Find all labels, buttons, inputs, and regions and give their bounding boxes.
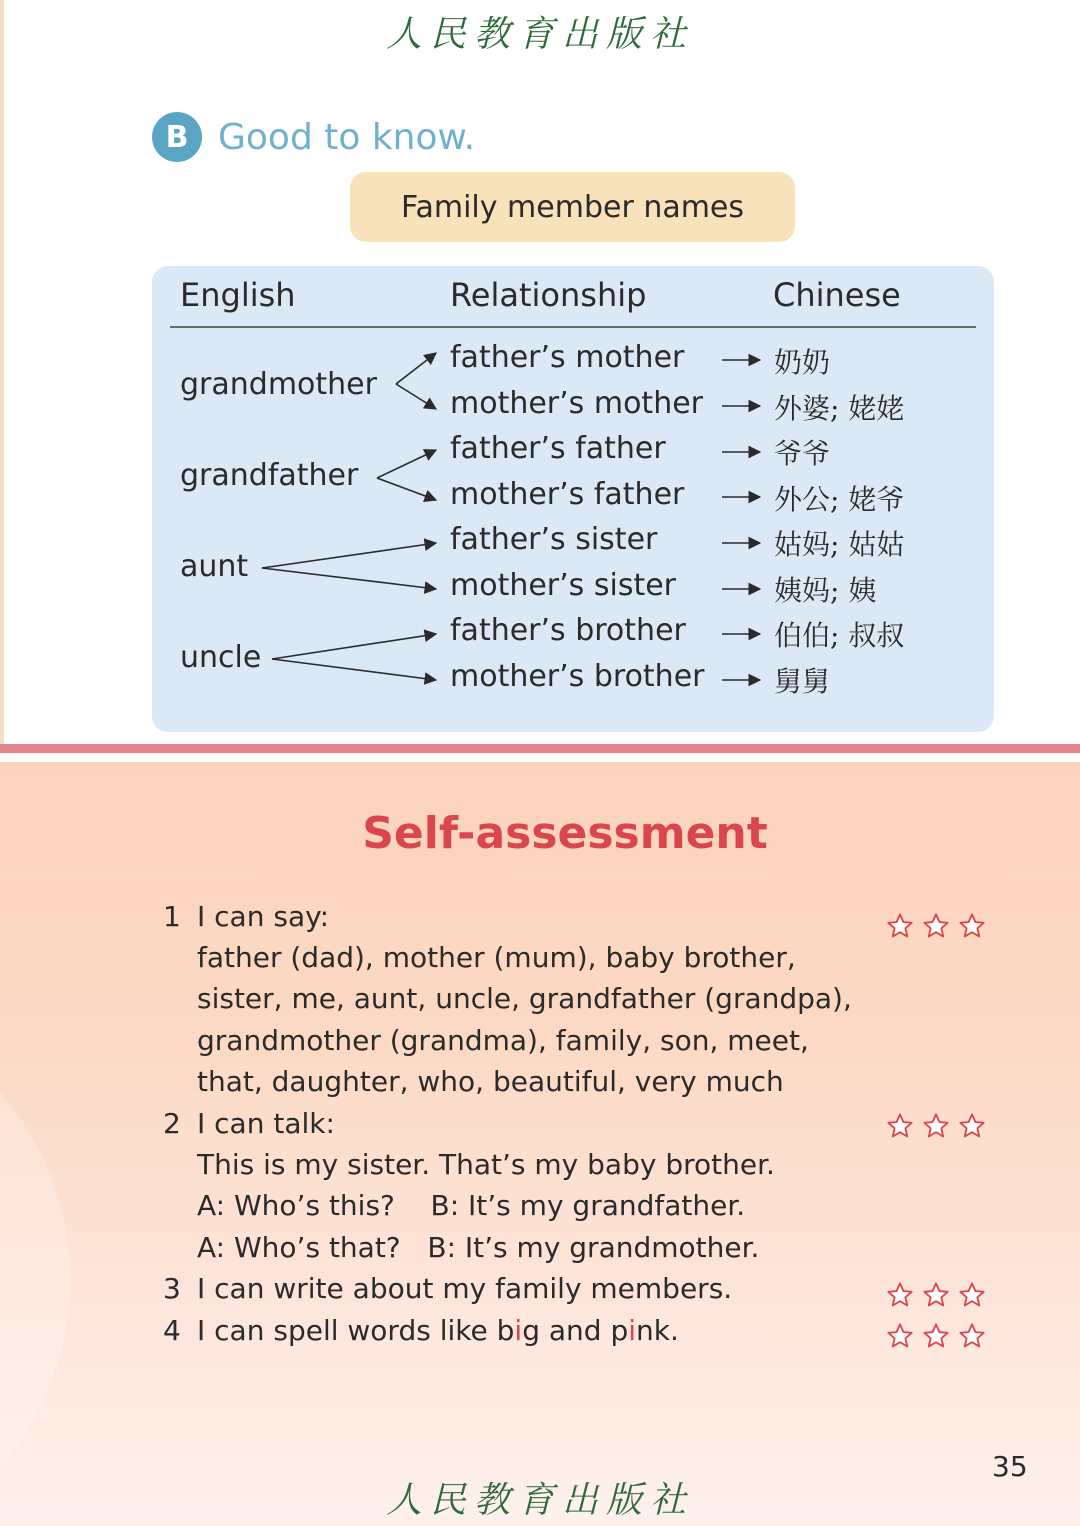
relationship-arrows [0,0,1080,760]
star-outline-icon[interactable] [958,1322,986,1350]
star-outline-icon[interactable] [886,912,914,940]
term-grandmother: grandmother [180,367,377,402]
relation-row: mother’s mother [450,386,703,421]
item-number: 1 [163,900,181,933]
relation-row: mother’s brother [450,659,705,694]
arrow-right-icon [262,568,436,589]
star-outline-icon[interactable] [958,1112,986,1140]
star-outline-icon[interactable] [922,1322,950,1350]
item-number: 3 [163,1272,181,1305]
item-line: sister, me, aunt, uncle, grandfather (grandpa), [197,982,852,1015]
relation-row: mother’s father [450,477,685,512]
item-line-spell [197,1314,679,1347]
item-line: I can write about my family members. [197,1272,733,1305]
relation-row: father’s brother [450,613,686,648]
chinese-term: 爷爷 [774,437,831,470]
star-outline-icon[interactable] [886,1281,914,1309]
publisher-watermark-top: 人民教育出版社 [385,14,694,55]
relation-row: father’s father [450,431,666,466]
star-rating[interactable] [886,1322,986,1350]
star-outline-icon[interactable] [886,1112,914,1140]
chinese-term: 奶奶 [774,346,831,379]
item-number: 4 [163,1314,181,1347]
term-aunt: aunt [180,549,249,584]
star-outline-icon[interactable] [922,1281,950,1309]
chinese-term: 伯伯; 叔叔 [774,619,905,652]
chinese-term: 外公; 姥爷 [774,483,905,516]
star-outline-icon[interactable] [958,1281,986,1309]
spell-text: g and p [522,1314,629,1347]
item-line: that, daughter, who, beautiful, very much [197,1065,784,1098]
star-outline-icon[interactable] [922,1112,950,1140]
item-number: 2 [163,1107,181,1140]
relation-row: father’s mother [450,340,685,375]
header-english: English [180,276,296,314]
star-outline-icon[interactable] [958,912,986,940]
chinese-term: 姑妈; 姑姑 [774,528,905,561]
star-outline-icon[interactable] [922,912,950,940]
item-line: I can say: [197,900,330,933]
spell-text: I can spell words like b [197,1314,515,1347]
spell-highlight: i [628,1314,636,1347]
publisher-watermark-bottom: 人民教育出版社 [385,1480,694,1521]
relation-row: father’s sister [450,522,658,557]
spell-highlight: i [514,1314,523,1347]
item-line: I can talk: [197,1107,335,1140]
item-line: A: Who’s this? B: It’s my grandfather. [197,1189,746,1222]
section-title: Good to know. [218,116,476,158]
arrow-right-icon [262,543,436,568]
item-line: grandmother (grandma), family, son, meet, [197,1024,809,1057]
header-relationship: Relationship [450,276,647,314]
chinese-term: 姨妈; 姨 [774,574,877,607]
chinese-term: 外婆; 姥姥 [774,392,905,425]
self-assessment-title: Self-assessment [362,808,768,859]
arrow-right-icon [396,384,436,409]
term-uncle: uncle [180,640,262,675]
spell-text: nk. [636,1314,679,1347]
arrow-right-icon [377,478,436,500]
star-rating[interactable] [886,912,986,940]
term-grandfather: grandfather [180,458,359,493]
star-rating[interactable] [886,1112,986,1140]
relation-row: mother’s sister [450,568,676,603]
self-assessment-background [0,762,1080,1526]
item-line: father (dad), mother (mum), baby brother, [197,941,796,974]
subtitle-pill: Family member names [350,172,795,242]
section-badge: B [152,112,202,162]
star-outline-icon[interactable] [886,1322,914,1350]
arrow-right-icon [377,450,436,478]
header-chinese: Chinese [773,276,901,314]
item-line: A: Who’s that? B: It’s my grandmother. [197,1231,760,1264]
page-number: 35 [992,1450,1028,1483]
arrow-right-icon [272,634,436,659]
chinese-term: 舅舅 [774,665,831,698]
star-rating[interactable] [886,1281,986,1309]
item-line: This is my sister. That’s my baby brother. [197,1148,775,1181]
section-divider [0,744,1080,753]
arrow-right-icon [396,353,436,384]
arrow-right-icon [272,659,436,680]
